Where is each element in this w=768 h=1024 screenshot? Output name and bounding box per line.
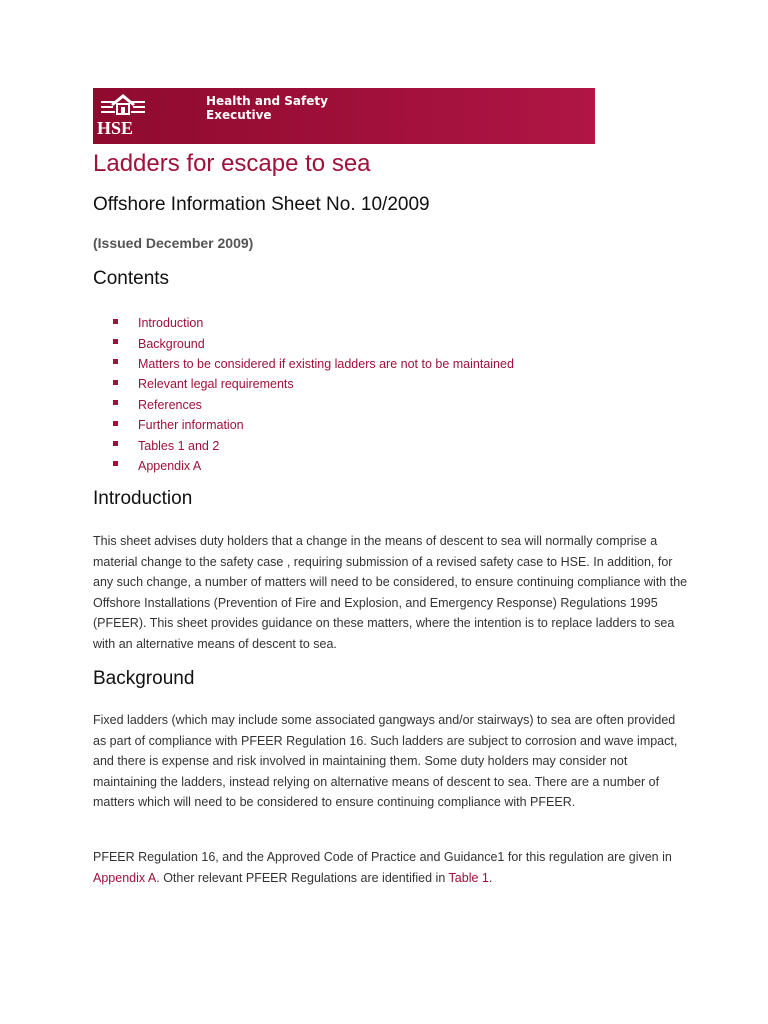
bullet-icon [113, 339, 118, 344]
bullet-icon [113, 359, 118, 364]
appendix-a-link[interactable]: Appendix A [93, 870, 157, 885]
contents-link-matters[interactable]: Matters to be considered if existing ladders are not to be maintained [138, 356, 514, 371]
contents-item [113, 313, 514, 333]
contents-list [113, 313, 514, 476]
contents-link-background[interactable]: Background [138, 336, 205, 351]
page-subtitle: Offshore Information Sheet No. 10/2009 [93, 194, 430, 215]
contents-item [113, 435, 514, 455]
bullet-icon [113, 461, 118, 466]
introduction-heading: Introduction [93, 488, 193, 509]
paragraph-text: PFEER Regulation 16, and the Approved Code of Practice and Guidance1 for this regulation are given in [93, 850, 672, 864]
contents-link-introduction[interactable]: Introduction [138, 316, 204, 331]
organisation-name-line2: Executive [206, 108, 272, 122]
introduction-paragraph: This sheet advises duty holders that a change in the means of descent to sea will normally comprise a material change to the safety case , requiring submission of a revised safety case to HSE. In addition, for any such change, a number of matters will need to be considered, to ensure continuing compliance with the Offshore Installations (Prevention of Fire and Explosion, and Emergency Response) Regulations 1995 (PFEER). This sheet provides guidance on these matters, where the intention is to replace ladders to sea with an alternative means of descent to sea. [93, 534, 688, 651]
contents-item [113, 456, 514, 476]
contents-item [113, 354, 514, 374]
background-heading: Background [93, 668, 195, 689]
hse-banner [93, 88, 595, 144]
background-paragraph-1: Fixed ladders (which may include some associated gangways and/or stairways) to sea are often provided as part of compliance with PFEER Regulation 16. Such ladders are subject to corrosion and wave impact, and there is expense and risk involved in maintaining them. Some duty holders may consider not maintaining the ladders, instead relying on alternative means of descent to sea. There are a number of matters which will need to be considered to ensure continuing compliance with PFEER. [93, 713, 678, 809]
background-paragraph-2 [93, 847, 688, 888]
paragraph-text: . Other relevant PFEER Regulations are identified in [156, 870, 449, 885]
bullet-icon [113, 380, 118, 385]
contents-item [113, 333, 514, 353]
bullet-icon [113, 319, 118, 324]
issued-date: (Issued December 2009) [93, 235, 254, 251]
contents-link-legal-requirements[interactable]: Relevant legal requirements [138, 377, 294, 392]
contents-item [113, 395, 514, 415]
organisation-name-line1: Health and Safety [206, 94, 328, 108]
bullet-icon [113, 400, 118, 405]
bullet-icon [113, 421, 118, 426]
bullet-icon [113, 441, 118, 446]
contents-link-tables[interactable]: Tables 1 and 2 [138, 438, 220, 453]
hse-logo-text: HSE [97, 118, 134, 138]
paragraph-text: . [488, 870, 493, 885]
contents-item [113, 374, 514, 394]
contents-heading: Contents [93, 268, 170, 289]
contents-link-further-information[interactable]: Further information [138, 418, 244, 433]
contents-item [113, 415, 514, 435]
organisation-name [206, 94, 328, 122]
table-1-link[interactable]: Table 1 [448, 870, 489, 885]
contents-link-references[interactable]: References [138, 397, 202, 412]
contents-link-appendix-a[interactable]: Appendix A [138, 458, 202, 473]
page-title: Ladders for escape to sea [93, 150, 371, 177]
